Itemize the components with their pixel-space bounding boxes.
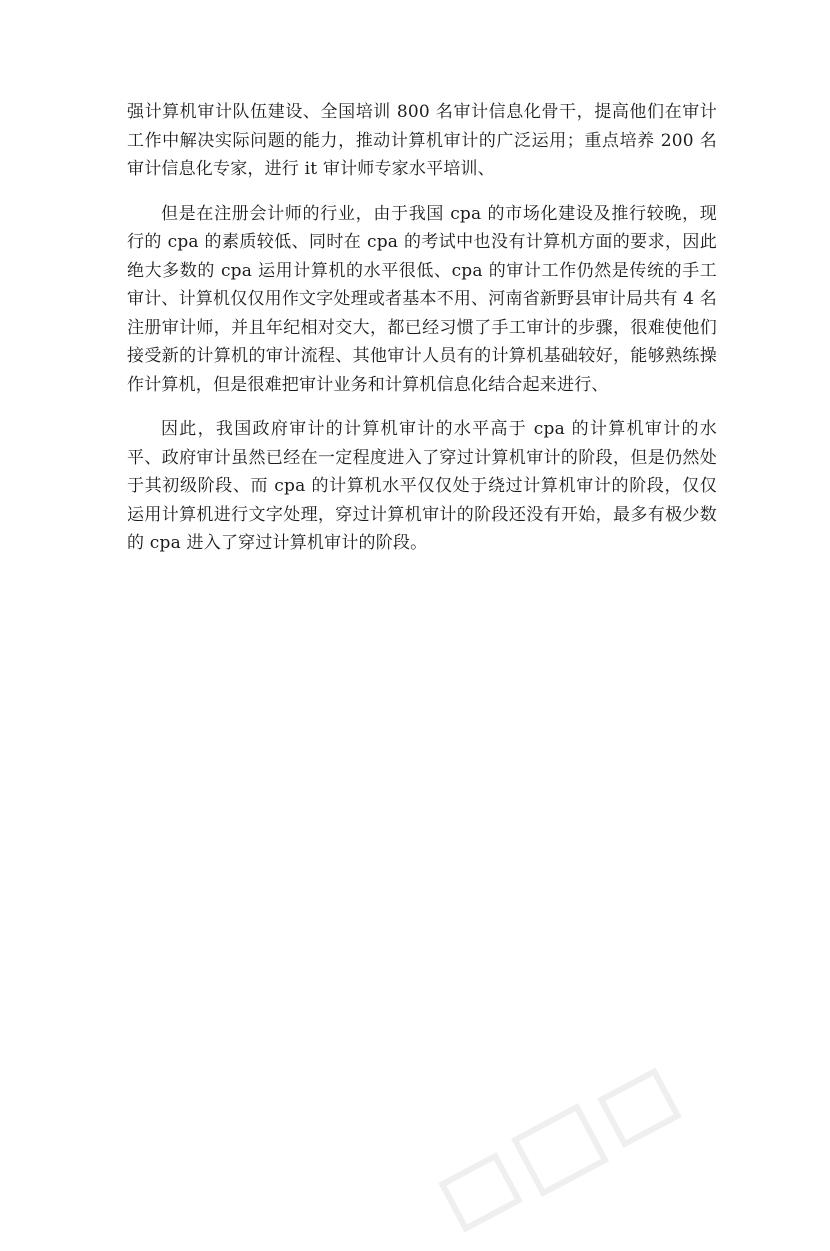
paragraph-2: 但是在注册会计师的行业，由于我国 cpa 的市场化建设及推行较晚，现行的 cpa 的素质较低、同时在 cpa 的考试中也没有计算机方面的要求，因此绝大多数的 cpa 运用计算机的水平很低、cpa 的审计工作仍然是传统的手工审计、计算机仅仅用作文字处理或者基本不用、河南省新野县审计局共有 4 名注册审计师，并且年纪相对交大，都已经习惯了手工审计的步骤，很难使他们接受新的计算机的审计流程、其他审计人员有的计算机基础较好，能够熟练操作计算机，但是很难把审计业务和计算机信息化结合起来进行、 [127, 203, 717, 395]
paragraph-3: 因此，我国政府审计的计算机审计的水平高于 cpa 的计算机审计的水平、政府审计虽然已经在一定程度进入了穿过计算机审计的阶段，但是仍然处于其初级阶段、而 cpa 的计算机水平仅仅处于绕过计算机审计的阶段，仅仅运用计算机进行文字处理，穿过计算机审计的阶段还没有开始，最多有极少数的 cpa 进入了穿过计算机审计的阶段。 [127, 419, 717, 553]
document-body [127, 98, 717, 558]
paragraph-1: 强计算机审计队伍建设、全国培训 800 名审计信息化骨干，提高他们在审计工作中解决实际问题的能力，推动计算机审计的广泛运用；重点培养 200 名审计信息化专家，进行 it 审计师专家水平培训、 [127, 102, 717, 179]
watermark-graphic [424, 1049, 696, 1251]
